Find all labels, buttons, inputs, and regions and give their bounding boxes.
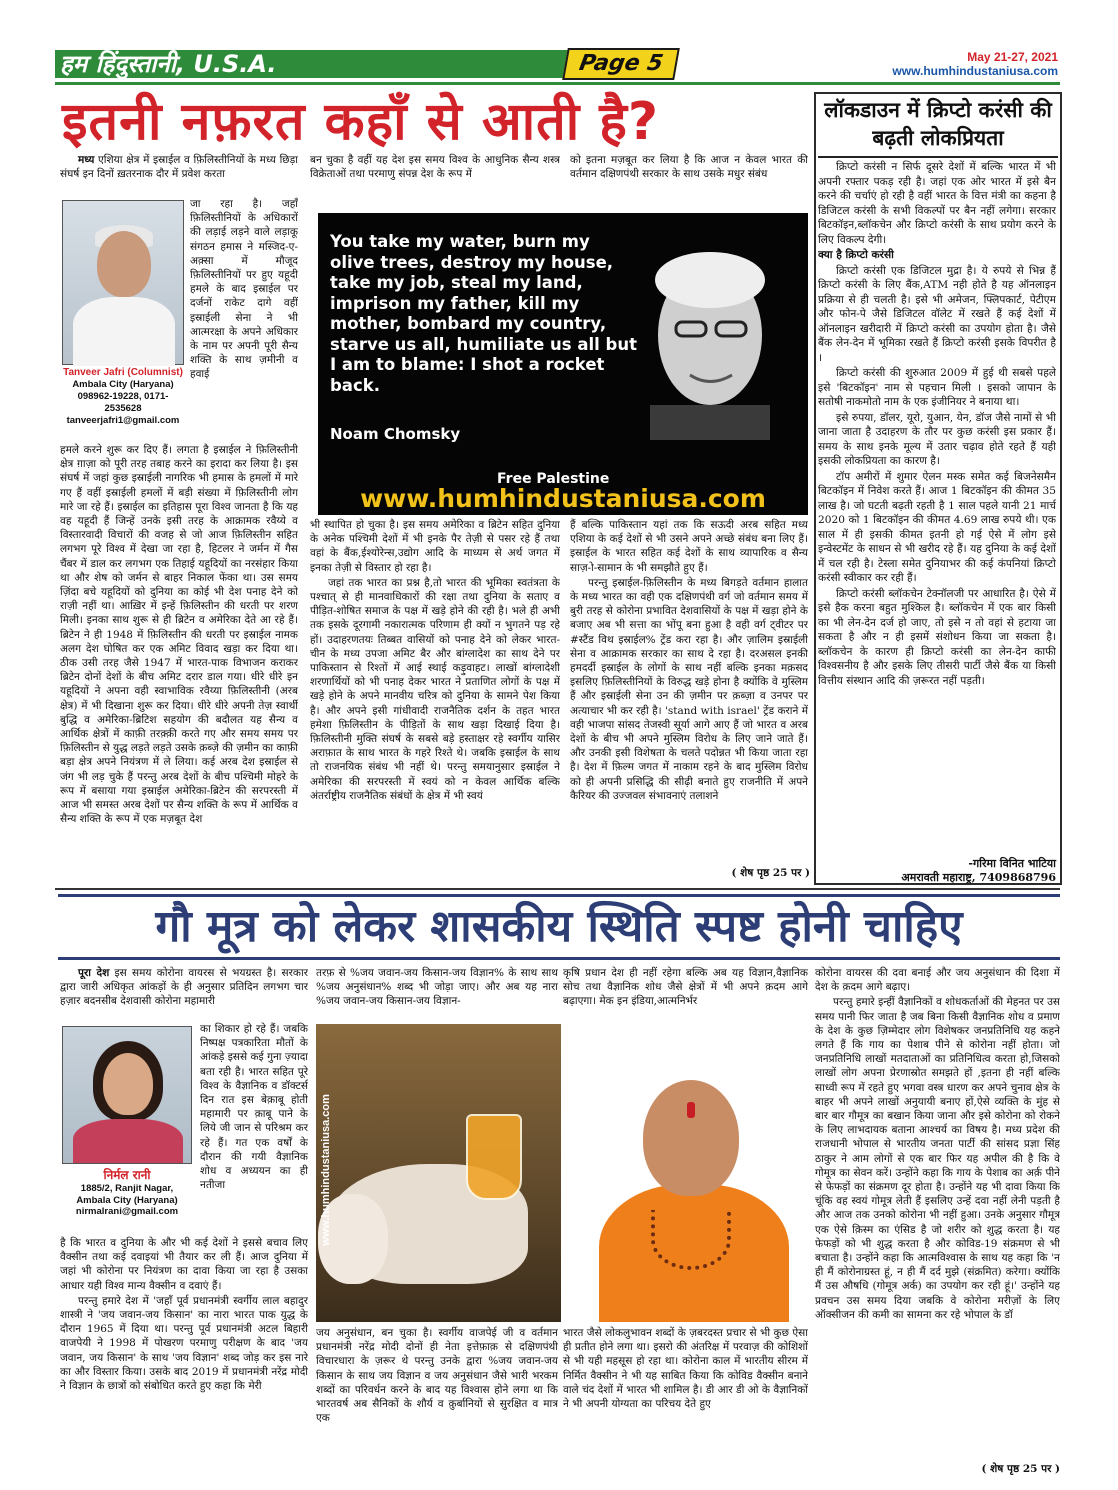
chomsky-quote-text: You take my water, burn my olive trees, destroy my house, take my job, steal my land, imprison my father, kill my mother, bombard my country, starve us all, humiliate us all but I am to blame: I shot a rocket back. [330,232,637,395]
article1-text: भी स्थापित हो चुका है। इस समय अमेरिका व ब्रिटेन सहित दुनिया के अनेक पश्चिमी देशों में भी इनके पैर तेज़ी से पसर रहे हैं तथा वहां के बैंक,ईश्योरेन्स,उद्योग आदि के माध्यम से अर्थ जगत में इनका तेज़ी से विस्तार हो रहा है। [310,519,560,574]
sidebar-paragraph: क्रिप्टो करंसी एक डिजिटल मुद्रा है। ये रुपये से भिन्न हैं क्रिप्टो करंसी के लिए बैंक,ATM नही होते है यह ऑनलाइन प्रक्रिया से ही चलती है। इसे भी अमेजन, फ्लिपकार्ट, पेटीएम और फोन-पे जैसे डिजिटल वॉलेट में रखते हैं कई देशों में ऑनलाइन खरीदारी में क्रिप्टो करंसी का उपयोग होता है। जैसे बैंक लेन-देन में भूमिका रखते हैं क्रिप्टो करंसी इसके विपरीत है । [818,264,1056,364]
article2-column-3-bottom [563,1326,808,1476]
article2-column-1-top [60,966,308,1024]
article2-text: तरफ़ से %जय जवान-जय किसान-जय विज्ञान% के साथ साथ %जय अनुसंधान% शब्द भी जोड़ा जाए। और अब यह नारा %जय जवान-जय किसान-जय विज्ञान- [316,967,558,1008]
article1-text: जहां तक भारत का प्रश्न है,तो भारत की भूमिका स्वतंत्रता के पश्चात् से ही मानवाधिकारों की रक्षा तथा दुनिया के सताए व पीड़ित-शोषित समाज के पक्ष में खड़े होने की रही है। भले ही अभी तक इसके दूरगामी नकारात्मक परिणाम ही क्यों न भुगतने पड़ रहे हों। उदाहरणतयः तिब्बत वासियों को पनाह देने को लेकर भारत-चीन के मध्य उपजा अमिट बैर और बांग्लादेश का साथ देने पर पाकिस्तान से रिश्तों में आई स्थाई कड़ुवाहट। लाखों बांग्लादेशी शरणार्थियों को भी पनाह देकर भारत ने प्रताणित लोगों के पक्ष में खड़े होने के अपने मानवीय चरित्र को दुनिया के सामने पेश किया है। और अपने इसी गांधीवादी राजनैतिक दर्शन के तहत भारत हमेशा फ़िलिस्तीन के पीड़ितों के साथ खड़ा दिखाई दिया है। फ़िलिस्तीनी मुक्ति संघर्ष के सबसे बड़े हस्ताक्षर रहे स्वर्गीय यासिर अराफ़ात के साथ भारत के गहरे रिश्ते थे। जबकि इस्राईल के साथ तो राजनयिक संबंध भी नहीं थे। परन्तु समयानुसार इस्राईल ने अमेरिका की सरपरस्ती में स्वयं को न केवल आर्थिक बल्कि अंतर्राष्ट्रीय राजनैतिक संबंधों के क्षेत्र में भी स्वयं [310,576,560,802]
sidebar-paragraph: इसे रुपया, डॉलर, यूरो, युआन, येन, डॉज जैसे नामों से भी जाना जाता है उदाहरण के तौर पर कुछ करंसी इस प्रकार हैं। समय के साथ इनके मूल्य में उतार चढ़ाव होते रहते हैं यही इसकी लोकप्रियता का कारण है। [818,411,1056,467]
article2-text: इस समय कोरोना वायरस से भयग्रस्त है। सरकार द्वारा जारी अधिकृत आंकड़ों के ही अनुसार प्रतिदिन लगभग चार हज़ार बदनसीब देशवासी कोरोना महामारी [60,967,308,1008]
sidebar-paragraph: टॉप अमीरों में शुमार ऐलन मस्क समेत कई बिजनेसमैन बिटकॉइन में निवेश करते हैं। आज 1 बिटकॉइन की कीमत 35 लाख है। जो घटती बढ़ती रहती है 1 साल पहले यानी 21 मार्च 2020 को 1 बिटकॉइन की कीमत 4.69 लाख रुपये थी। एक साल में ही इसकी कीमत इतनी हो गई ऐसे में लोग इसे इन्वेस्टमेंट के साधन से भी खरीद रहे हैं। यह दुनिया के कई देशों में चल रही है। टेस्ला समेत दुनियाभर की कई कंपनियां क्रिप्टो करंसी स्वीकार कर रही हैं। [818,470,1056,584]
cow-photo-url: www.humhindustaniusa.com [320,1094,332,1246]
author-photo-tanveer [62,200,184,365]
article2-column-1-bottom [60,1236,308,1476]
masthead-title: हम हिंदुस्तानी, U.S.A. [60,50,277,78]
issue-date: May 21-27, 2021 [967,50,1058,64]
article2-text: परन्तु हमारे इन्हीं वैज्ञानिकों व शोधकर्ताओं की मेहनत पर उस समय पानी फिर जाता है जब बिना किसी वैज्ञानिक शोध व प्रमाण के देश के कुछ ज़िम्मेदार लोग विशेषकर जनप्रतिनिधि यह कहने लगते हैं कि गाय का पेशाब पीने से कोरोना नहीं होता। जो जनप्रतिनिधि लाखों मतदाताओं का प्रतिनिधित्व करता हो,जिसको लाखों लोग अपना प्रेरणास्रोत समझते हों ,इतना ही नहीं बल्कि साध्वी रूप में रहते हुए भगवा वस्त्र धारण कर अपने चुनाव क्षेत्र के बाहर भी अपने लाखों अनुयायी बनाए हों,ऐसे व्यक्ति के मुंह से बार बार गौमूत्र का बखान किया जाना और इसे कोरोना को रोकने के लिए लाभदायक बताना आश्चर्य का विषय है। मध्य प्रदेश की राजधानी भोपाल से भारतीय जनता पार्टी की सांसद प्रज्ञा सिंह ठाकुर ने आम लोगों से एक बार फिर यह अपील की है कि वे गोमूत्र का सेवन करें। उन्होंने कहा कि गाय के पेशाब का अर्क़ पीने से फेफड़ों का संक्रमण दूर होता है। उन्होंने यह भी दावा किया कि चूंकि वह स्वयं गोमूत्र लेती हैं इसलिए उन्हें दवा नहीं लेनी पड़ती है और आज तक उनको कोरोना भी नहीं हुआ। उनके अनुसार गौमूत्र एक ऐसे क़िस्म का एंसिड है जो शरीर को शुद्ध करता है। यह फेफड़ों को भी शुद्ध करता है और कोविड-19 संक्रमण से भी बचाता है। उन्होंने कहा कि आत्मविश्वास के साथ यह कहा कि 'न ही मैं कोरोनाग्रस्त हूं, न ही मैं दर्द मुझे (संक्रमित) करेगा। क्योंकि मैं उस औषधि (गोमूत्र अर्क) का उपयोग कर रही हूं।' उन्होंने यह प्रवचन उस समय दिया जबकि वे कोरोना मरीज़ों के लिए ऑक्सीजन की कमी का सामना कर रहे भोपाल के डॉ [815,996,1060,1321]
cow-photo-watermark [316,1024,332,1322]
sidebar-paragraph: क्रिप्टो करंसी की शुरुआत 2009 में हुई थी सबसे पहले इसे 'बिटकॉइन' नाम से पहचान मिली । इसको जापान के सतोषी नाकमोतो नाम के एक इंजीनियर ने बनाया था। [818,367,1056,408]
sidebar-paragraph: क्रिप्टो करंसी ब्लॉकचेन टेक्नॉलजी पर आधारित है। ऐसे में इसे हैक करना बहुत मुश्किल है। ब्लॉकचेन में एक बार किसी का भी लेन-देन दर्ज हो जाए, तो इसे न तो वहां से हटाया जा सकता है और न ही इसमें संशोधन किया जा सकता है। ब्लॉकचेन के कारण ही क्रिप्टो करंसी का लेन-देन काफी विश्वसनीय है और इसके लिए तीसरी पार्टी जैसे बैंक या किसी वित्तीय संस्थान आदि की ज़रूरत नहीं पड़ती। [818,587,1056,687]
author-caption-tanveer [62,367,184,427]
article2-text: परन्तु हमारे देश में 'जहाँ पूर्व प्रधानमंत्री स्वर्गीय लाल बहादुर शास्त्री ने 'जय जवान-जय किसान' का नारा भारत पाक युद्ध के दौरान 1965 में दिया था। परन्तु पूर्व प्रधानमंत्री अटल बिहारी वाजपेयी ने 1998 में पोखरण परमाणु परीक्षण के बाद 'जय जवान, जय किसान' के साथ 'जय विज्ञान' शब्द जोड़ कर इस नारे का और विस्तार किया। उसके बाद 2019 में प्रधानमंत्री नरेंद्र मोदी ने विज्ञान के छात्रों को संबोधित करते हुए कहा कि मेरी [60,1294,308,1393]
article1-column-1-bottom [60,443,298,883]
sidebar-paragraph: क्रिप्टो करंसी न सिर्फ दूसरे देशों में बल्कि भारत में भी अपनी रफ्तार पकड़ रही है। जहां एक ओर भारत में इसे बैन करने की चर्चाएं हो रही है वहीं भारत के वित्त मंत्री का कहना है डिजिटल करंसी के सभी विकल्पों पर बैन नहीं लगेगा। सरकार बिटकॉइन,ब्लॉकचेन और क्रिप्टो करंसी के साथ प्रयोग करने के लिए विकल्प देगी। [818,161,1056,246]
author-address: 1885/2, Ranjit Nagar, [80,1183,174,1194]
author-name: निर्मल रानी [103,1168,151,1182]
chomsky-attribution: Noam Chomsky [330,425,461,443]
article1-column-2-bottom [310,518,560,883]
cow-urine-photo [316,1024,561,1322]
author-caption-nirmal [62,1166,192,1218]
article1-column-1-top [60,153,298,197]
sidebar-rule [818,156,1058,158]
author-email[interactable]: nirmalrani@gmail.com [75,1206,179,1217]
article1-text: को इतना मज़बूत कर लिया है कि आज न केवल भारत की वर्तमान दक्षिणपंथी सरकार के साथ उसके मधुर संबंध [570,154,808,181]
article2-text: का शिकार हो रहे हैं। जबकि निष्पक्ष पत्रकारिता मौतों के आंकड़े इससे कई गुना ज़्यादा बता रही है। भारत सहित पूरे विश्व के वैज्ञानिक व डॉक्टर्स दिन रात इस बेक़ाबू होती महामारी पर क़ाबू पाने के लिये जी जान से परिश्रम कर रहे हैं। गत एक वर्षों के दौरान की गयी वैज्ञानिक शोध व अध्ययन का ही नतीजा [200,1023,308,1192]
article2-column-2-top [316,966,558,1024]
article1-text: हमले करने शुरू कर दिए हैं। लगता है इस्राईल ने फ़िलिस्तीनी क्षेत्र ग़ाज़ा को पूरी तरह तबाह करने का इरादा कर लिया है। इस संघर्ष में जहां कुछ इस्राईली नागरिक भी हमास के हमलों में मारे गए हैं वहीं इस्राईली हमलों में बड़ी संख्या में फ़िलिस्तीनी लोग मारे जा रहे हैं। इस्राईल का इतिहास पूरा विश्व जानता है कि यह वह यहूदी हैं जिन्हें उनके इसी तरह के आक्रामक रवैय्ये व विस्तारवादी विचारों की वजह से जो आज फ़िलिस्तीन सहित लगभग पूरे विश्व में देखा जा रहा है, हिटलर ने जर्मन में गैस चैंबर में डाल कर लगभग एक तिहाई यहूदियों का नरसंहार किया था और शेष को जर्मन से बाहर निकाल फेंका था। उस समय ज़िंदा बचे यहूदियों को दुनिया का कोई भी देश पनाह देने को राज़ी नहीं था। आख़िर में इन्हें फ़िलिस्तीन की धरती पर शरण मिली। इनका साथ शुरू से ही ब्रिटेन व अमेरिका देते आ रहे हैं। ब्रिटेन ने ही 1948 में फ़िलिस्तीन की धरती पर इस्राईल नामक अलग देश घोषित कर एक अमिट विवाद खड़ा कर दिया था। ठीक उसी तरह जैसे 1947 में भारत-पाक विभाजन कराकर ब्रिटेन दोनों देशों के बीच अमिट दरार डाल गया। धीरे धीरे इन यहूदियों ने अपना वही स्वाभाविक रवैय्या फ़िलिस्तीनी (अरब क्षेत्र) में भी दिखाना शुरू कर दिया। धीरे धीरे अपनी तेज़ स्वार्थी बुद्धि व अमेरिका-ब्रिटिश सहयोग की बदौलत यह सैन्य व आर्थिक क्षेत्रों में काफ़ी तरक़्क़ी करते गए और समय समय पर फ़िलिस्तीन से युद्ध लड़ते लड़ते उसके क़ब्ज़े की ज़मीन का काफ़ी बड़ा क्षेत्र अपने नियंत्रण में ले लिया। कई अरब देश इस्राईल से जंग भी लड़ चुके हैं परन्तु अरब देशों के बीच पश्चिमी मोहरे के रूप में बसाया गया इस्राईल अमेरिका-ब्रिटेन की सरपरस्ती में आज भी समस्त अरब देशों पर सैन्य शक्ति के रूप में आर्थिक व सैन्य शक्ति के रूप में एक मज़बूत देश [60,444,298,826]
article1-text: जा रहा है। जहाँ फ़िलिस्तीनियों के अधिकारों की लड़ाई लड़ने वाले लड़ाकू संगठन हमास ने मस्जिद-ए-अक़्सा में मौजूद फ़िलिस्तीनियों पर हुए यहूदी हमले के बाद इस्राईल पर दर्जनों राकेट दागे वहीं इस्राईली सेना ने भी आत्मरक्षा के अपने अधिकार के नाम पर अपनी पूरी सैन्य शक्ति के साथ ज़मीनी व हवाई [190,198,298,381]
article2-column-2-bottom [316,1326,558,1476]
free-palestine-caption: Free Palestine [497,471,610,487]
page-number-badge: Page 5 [562,48,680,80]
sidebar-author-place: अमरावती महाराष्ट्र, 7409868796 [901,871,1056,884]
article2-column-4 [815,966,1060,1466]
article2-column-1-side [200,1022,308,1236]
article1-text: एशिया क्षेत्र में इस्राईल व फ़िलिस्तीनियों के मध्य छिड़ा संघर्ष इन दिनों ख़तरनाक दौर में प्रवेश करता [60,154,298,181]
article2-text: भारत जैसे लोकलुभावन शब्दों के ज़बरदस्त प्रचार से भी कुछ ऐसा ही प्रतीत होने लगा था। इसरो की अंतरिक्ष में परवाज़ की कोशिशों से भी यही महसूस हो रहा था। कोरोना काल में भारतीय सीरम में निर्मित वैक्सीन ने भी यह साबित किया कि कोविड वैक्सीन बनाने वाले चंद देशों में भारत भी शामिल है। डी आर डी ओ के वैज्ञानिकों ने भी अपनी योग्यता का परिचय देते हुए [563,1327,808,1411]
article2-continued-note: ( शेष पृष्ठ 25 पर ) [981,1463,1060,1475]
article1-column-3-bottom [570,518,808,868]
article2-text: कोरोना वायरस की दवा बनाई और जय अनुसंधान की दिशा में देश के क़दम आगे बढ़ाए। [815,967,1060,994]
sidebar-article [818,160,1056,865]
article1-lead-word: मध्य [78,154,95,166]
sadhvi-photo [561,1024,808,1322]
article1-text: बन चुका है वहीं यह देश इस समय विश्व के आधुनिक सैन्य शस्त्र विक्रेताओं तथा परमाणु संपन्न देश के रूप में [310,154,560,181]
website-link[interactable]: www.humhindustaniusa.com [892,64,1058,78]
author-city: Ambala City (Haryana) [72,379,174,390]
article1-column-2-top [310,153,560,213]
article2-text: जय अनुसंधान, बन चुका है। स्वर्गीय वाजपेई जी व वर्तमान प्रधानमंत्री नरेंद्र मोदी दोनों ही नेता इत्तेफ़ाक़ से दक्षिणपंथी विचारधारा के ज़रूर थे परन्तु उनके द्वारा %जय जवान-जय किसान के साथ जय विज्ञान व जय अनुसंधान जैसे भारी भरकम शब्दों का परिवर्धन करने के बाद यह विश्वास होने लगा था कि भारतवर्ष अब सैनिकों के शौर्य व क़ुर्बानियों से सुरक्षित व मात्र एक [316,1327,558,1425]
article1-headline: इतनी नफ़रत कहाँ से आती है? [62,92,660,152]
article1-column-1-side [190,197,298,443]
article2-text: कृषि प्रधान देश ही नहीं रहेगा बल्कि अब यह विज्ञान,वैज्ञानिक सोच तथा वैज्ञानिक शोध जैसे क्षेत्रों में भी अपने क़दम आगे बढ़ाएगा। मेक इन इंडिया,आत्मनिर्भर [563,967,808,1008]
sidebar-headline: लॉकडाउन में क्रिप्टो करंसी की बढ़ती लोकप्रियता [824,98,1052,150]
article2-lead-word: पूरा देश [78,967,110,979]
chomsky-portrait [640,240,780,440]
article1-column-3-top [570,153,808,213]
article2-headline: गौ मूत्र को लेकर शासकीय स्थिति स्पष्ट होनी चाहिए [58,894,1060,960]
chomsky-image-url: www.humhindustaniusa.com [360,484,766,513]
sidebar-subhead: क्या है क्रिप्टो करंसी [818,249,894,261]
section-divider [55,888,1060,890]
author-email[interactable]: tanveerjafri1@gmail.com [66,415,180,426]
article2-column-3-top [563,966,808,1024]
article1-text: परन्तु इस्राईल-फ़िलिस्तीन के मध्य बिगड़ते वर्तमान हालात के मध्य भारत का वही एक दक्षिणपंथी वर्ग जो वर्तमान समय में बुरी तरह से कोरोना प्रभावित देशवासियों के पक्ष में खड़ा होने के बजाए अब भी सत्ता का भोंपू बना हुआ है वही वर्ग ट्वीटर पर #स्टैंड विथ इस्राईल% ट्रेंड करा रहा है। और ज़ालिम इस्राईली सेना व आक्रामक सरकार का साथ दे रहा है। दरअसल इनकी हमदर्दी इस्राईल के लोगों के साथ नहीं बल्कि इनका मक़सद इसलिए फ़िलिस्तीनियों के विरुद्ध खड़े होना है क्योंकि वे मुस्लिम हैं और इस्राईली सेना उन की ज़मीन पर क़ब्ज़ा व उनपर पर अत्याचार भी कर रही है। 'stand with israel' ट्रेंड कराने में वही भाजपा सांसद तेजस्वी सूर्या आगे आए हैं जो भारत व अरब देशों के बीच भी अपने मुस्लिम विरोध के लिए जाने जाते हैं। और उनकी इसी विशेषता के चलते पदोन्नत भी किया जाता रहा है। देश में फ़िल्म जगत में नाकाम रहने के बाद मुस्लिम विरोध को ही अपनी प्रसिद्धि की सीढ़ी बनाते हुए राजनीति में अपने कैरियर की उज्जवल संभावनाएं तलाशने [570,576,808,802]
article2-text: है कि भारत व दुनिया के और भी कई देशों ने इससे बचाव लिए वैक्सीन तथा कई दवाइयां भी तैयार कर ली हैं। आज दुनिया में जहां भी कोरोना पर नियंत्रण का दावा किया जा रहा है उसका आधार यही विश्व मान्य वैक्सीन व दवाएं हैं। [60,1237,308,1292]
sidebar-author: -गरिमा विनित भाटिया [968,857,1056,870]
sidebar-signature [818,857,1056,885]
article1-continued-note: ( शेष पृष्ठ 25 पर ) [731,867,810,879]
author-phone: 098962-19228, 0171-2535628 [77,391,169,414]
author-name: Tanveer Jafri (Columnist) [63,367,183,378]
masthead-rule [55,82,1060,85]
article1-text: हैं बल्कि पाकिस्तान यहां तक कि सऊदी अरब सहित मध्य एशिया के कई देशों से भी उसने अपने अच्छे संबंध बना लिए हैं। इस्राईल के भारत सहित कई देशों के साथ व्यापारिक व सैन्य साज़-ो-सामान के भी समझौते हुए हैं। [570,519,808,574]
author-photo-nirmal [62,1026,192,1164]
author-city: Ambala City (Haryana) [76,1194,178,1206]
